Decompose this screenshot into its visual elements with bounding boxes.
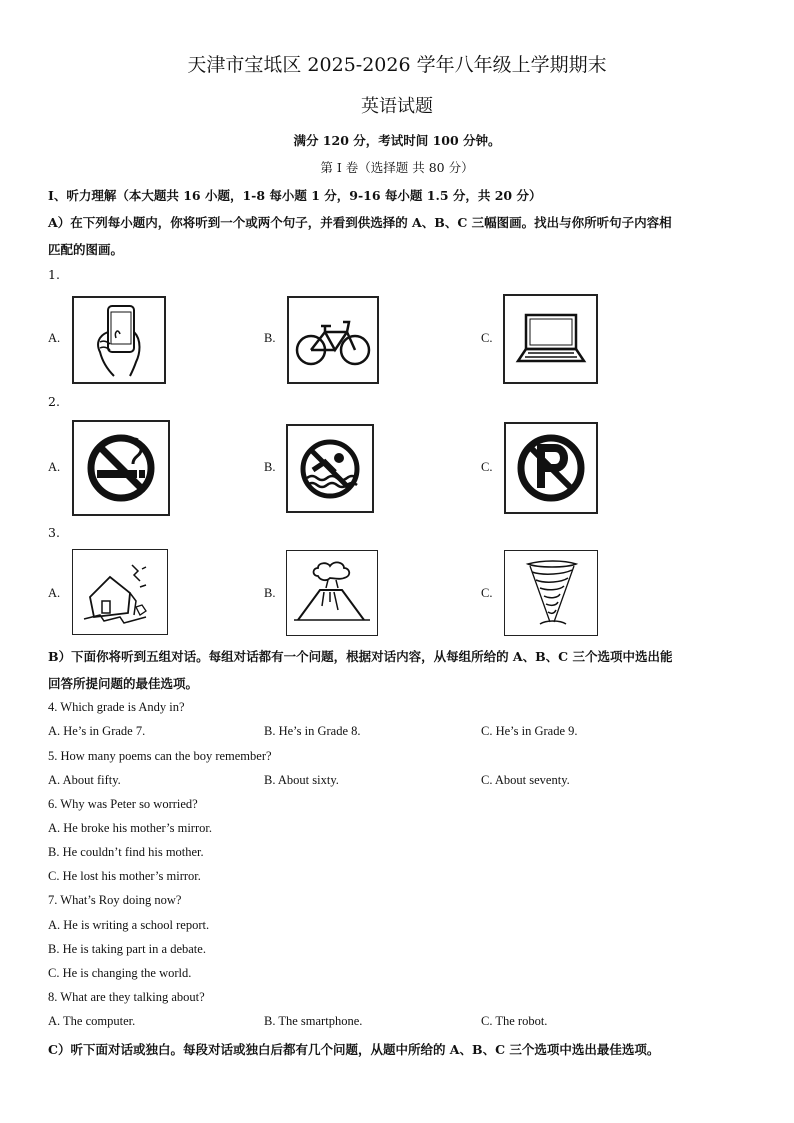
option-a: A. He is writing a school report. (48, 918, 210, 932)
exam-subtitle: 英语试题 (361, 96, 433, 117)
option-a: A. He’s in Grade 7. (48, 724, 146, 738)
question-text: 7. What’s Roy doing now? (48, 893, 182, 907)
question-text: 6. Why was Peter so worried? (48, 797, 198, 811)
no-swimming-icon (286, 424, 374, 513)
tornado-icon (504, 550, 598, 636)
no-parking-icon (504, 422, 598, 514)
part-a-instructions-line2: 匹配的图画。 (48, 242, 124, 257)
section-heading: I、听力理解（本大题共 16 小题，1-8 每小题 1 分，9-16 每小题 1.5 分，共 20 分） (48, 188, 542, 203)
option-label: B. (264, 460, 276, 474)
volcano-icon (286, 550, 378, 636)
option-b: B. He’s in Grade 8. (264, 724, 361, 738)
question-number: 3. (48, 525, 60, 540)
part-b-instructions-line1: B）下面你将听到五组对话。每组对话都有一个问题，根据对话内容，从每组所给的 A、B、C 三个选项中选出能 (48, 649, 673, 664)
option-label: A. (48, 331, 61, 345)
part-a-instructions-line1: A）在下列每小题内，你将听到一个或两个句子，并看到供选择的 A、B、C 三幅图画。找出与你所听句子内容相 (48, 215, 672, 230)
smartphone-in-hand-icon (72, 296, 166, 384)
option-a: A. The computer. (48, 1014, 136, 1028)
option-a: A. About fifty. (48, 773, 121, 787)
option-c: C. He’s in Grade 9. (481, 724, 578, 738)
option-label: C. (481, 586, 493, 600)
option-a: A. He broke his mother’s mirror. (48, 821, 212, 835)
part-c-instructions: C）听下面对话或独白。每段对话或独白后都有几个问题，从题中所给的 A、B、C 三个选项中选出最佳选项。 (48, 1042, 660, 1057)
question-number: 2. (48, 394, 60, 409)
option-b: B. About sixty. (264, 773, 339, 787)
option-b: B. He is taking part in a debate. (48, 942, 206, 956)
question-text: 5. How many poems can the boy remember? (48, 749, 272, 763)
option-label: B. (264, 331, 276, 345)
option-label: A. (48, 586, 61, 600)
option-label: A. (48, 460, 61, 474)
exam-info: 满分 120 分，考试时间 100 分钟。 (293, 133, 501, 148)
option-c: C. He lost his mother’s mirror. (48, 869, 201, 883)
option-c: C. The robot. (481, 1014, 548, 1028)
option-c: C. About seventy. (481, 773, 570, 787)
option-label: B. (264, 586, 276, 600)
question-text: 4. Which grade is Andy in? (48, 700, 185, 714)
option-label: C. (481, 460, 493, 474)
earthquake-house-icon (72, 549, 168, 635)
option-label: C. (481, 331, 493, 345)
part-b-instructions-line2: 回答所提问题的最佳选项。 (48, 676, 199, 691)
option-b: B. The smartphone. (264, 1014, 363, 1028)
laptop-icon (503, 294, 598, 384)
option-b: B. He couldn’t find his mother. (48, 845, 204, 859)
no-smoking-icon (72, 420, 170, 516)
volume-heading: 第 I 卷（选择题 共 80 分） (320, 160, 474, 175)
exam-title: 天津市宝坻区 2025-2026 学年八年级上学期期末 (187, 54, 607, 76)
option-c: C. He is changing the world. (48, 966, 192, 980)
bicycle-icon (287, 296, 379, 384)
question-number: 1. (48, 267, 60, 282)
question-text: 8. What are they talking about? (48, 990, 205, 1004)
